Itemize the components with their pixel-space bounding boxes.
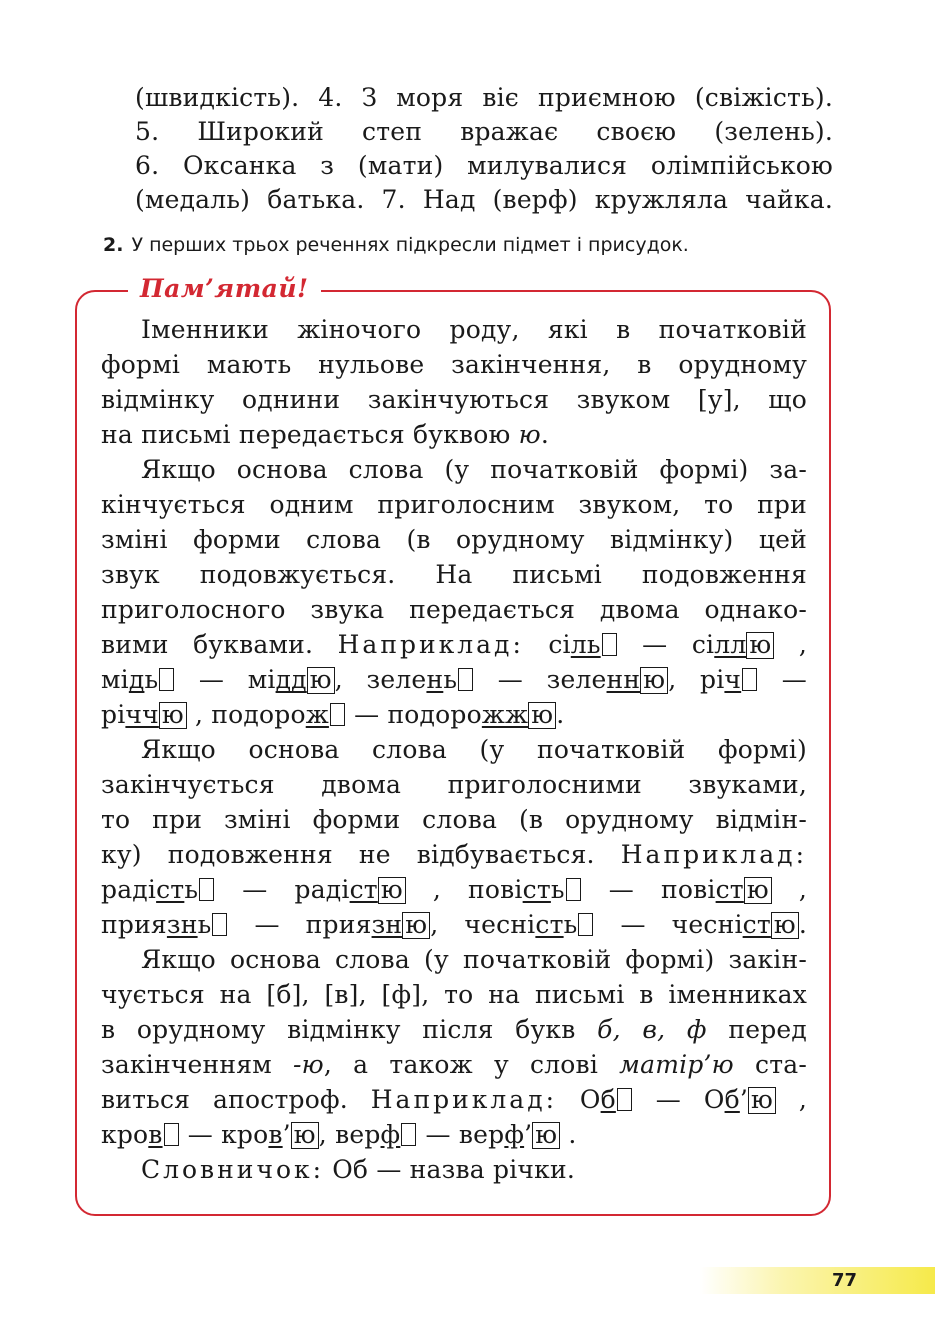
example-sil: сіль — сілл ю (548, 630, 774, 659)
ending-box: ю (307, 667, 335, 694)
rule-line: то при зміні форми слова (в орудному відмін- (101, 805, 807, 834)
rule-line: кров — кров’ ю , верф — верф’ ю . (101, 1120, 577, 1149)
rule-line: формі мають нульове закінчення, в орудному (101, 350, 807, 379)
empty-ending-box (742, 668, 757, 691)
dictionary-text: Об — назва річки. (324, 1155, 575, 1184)
exercise-line: (медаль) батька. 7. Над (верф) кружляла чайка. (135, 185, 833, 214)
rule-line: закінченням -ю, а також у слові матір’ю ста- (101, 1050, 807, 1079)
exercise-line: 6. Оксанка з (мати) милувалися олімпійською (135, 151, 833, 180)
empty-ending-box (602, 633, 617, 656)
rule-line: чується на [б], [в], [ф], то на письмі в іменниках (101, 980, 807, 1009)
empty-ending-box (199, 878, 214, 901)
empty-ending-box (164, 1123, 179, 1146)
ending-box: ю (532, 1122, 560, 1149)
empty-ending-box (212, 913, 227, 936)
rule-line: кінчується одним приголосним звуком, то при (101, 490, 807, 519)
rule-line: радість — радіст ю , повість — повіст ю , (101, 875, 808, 904)
ending-box: ю (378, 877, 406, 904)
ending-box: ю (291, 1122, 319, 1149)
page-number-bar (700, 1267, 935, 1294)
letter-yu: ю (518, 420, 541, 449)
task-text: У перших трьох реченнях підкресли підмет і присудок. (131, 234, 689, 256)
example-label: Наприклад: (337, 630, 524, 659)
rule-line: звук подовжується. На письмі подовження (101, 560, 807, 589)
rule-line: закінчується двома приголосними звуками, (101, 770, 807, 799)
empty-ending-box (159, 668, 174, 691)
rule-line: Якщо основа слова (у початковій формі) за- (141, 455, 807, 484)
rule-line: Іменники жіночого роду, які в початковій (141, 315, 807, 344)
task-number: 2. (103, 234, 124, 256)
ending-box: ю (771, 912, 799, 939)
rule-line: приязнь — приязн ю , чесність — чесніст ю . (101, 910, 807, 939)
rule-line: виться апостроф. Наприклад: Об — Об’ ю , (101, 1085, 807, 1114)
example-rich: річ — (700, 665, 807, 694)
empty-ending-box (617, 1088, 632, 1111)
example-zelen: зелень — зеленн ю (367, 665, 669, 694)
rule-line: Якщо основа слова (у початковій формі) закін- (141, 945, 807, 974)
empty-ending-box (578, 913, 593, 936)
rule-line: Якщо основа слова (у початковій формі) (141, 735, 807, 764)
dictionary-line (101, 1152, 807, 1187)
example-mid: мідь — мідд ю (101, 665, 335, 694)
example-label: Наприклад: (620, 840, 807, 869)
example-krov: кров — кров’ ю (101, 1120, 319, 1149)
rule-line: приголосного звука передається двома однако- (101, 595, 807, 624)
dictionary-label: Словничок: (141, 1155, 325, 1184)
rule-line: на письмі передається буквою ю. (101, 420, 549, 449)
example-podorozh: подорож — подорожж ю . (211, 700, 565, 729)
rule-line: ку) подовження не відбувається. Наприклад: (101, 840, 807, 869)
exercise-line: 5. Широкий степ вражає своєю (зелень). (135, 117, 833, 146)
example-povist: повість — повіст ю (468, 875, 772, 904)
rule-line: мідь — мідд ю , зелень — зеленн ю , річ — (101, 665, 807, 694)
ending-box: ю (159, 702, 187, 729)
empty-ending-box (330, 703, 345, 726)
rule-line: зміні форми слова (в орудному відмінку) цей (101, 525, 807, 554)
rule-line: вими буквами. Наприклад: сіль — сілл ю , (101, 630, 808, 659)
example-verf: верф — верф’ ю . (335, 1120, 577, 1149)
empty-ending-box (401, 1123, 416, 1146)
rule-line: річч ю , подорож — подорожж ю . (101, 700, 565, 729)
rule-text (101, 312, 807, 1187)
page-number: 77 (831, 1270, 857, 1291)
ending-box: ю (402, 912, 430, 939)
rule-line: відмінку однини закінчуються звуком [у], що (101, 385, 807, 414)
example-label: Наприклад: (370, 1085, 558, 1114)
exercise-line: (швидкість). 4. З моря віє приємною (свіжість). (135, 83, 833, 112)
example-radist: радість — радіст ю (101, 875, 406, 904)
example-pryiazn: приязнь — приязн ю (101, 910, 430, 939)
example-chesnist: чесність — чесніст ю . (464, 910, 807, 939)
remember-title: Пам’ятай! (128, 272, 321, 306)
empty-ending-box (458, 668, 473, 691)
ending-box: ю (748, 1087, 776, 1114)
rule-line: в орудному відмінку після букв б, в, ф перед (101, 1015, 807, 1044)
ending-box: ю (744, 877, 772, 904)
ending-box: ю (746, 632, 774, 659)
exercise-text (135, 81, 833, 217)
task-2 (103, 232, 689, 258)
ending-box: ю (640, 667, 668, 694)
empty-ending-box (566, 878, 581, 901)
example-ob: Об — Об’ ю (580, 1085, 776, 1114)
ending-box: ю (528, 702, 556, 729)
